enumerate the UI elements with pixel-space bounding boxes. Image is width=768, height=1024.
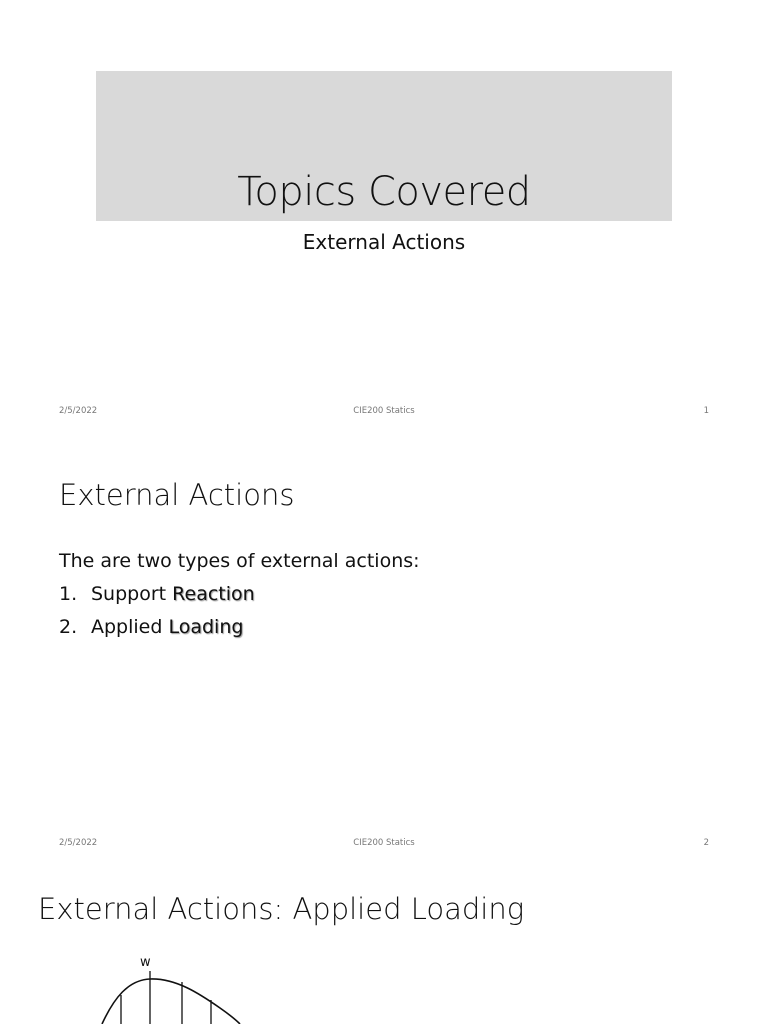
footer-course: CIE200 Statics [353,838,415,848]
slide-body [59,549,420,648]
list-item [59,582,420,615]
list-number: 2. [59,616,78,638]
footer-date: 2/5/2022 [59,406,98,416]
footer-date: 2/5/2022 [59,838,98,848]
load-curve [102,979,240,1024]
slide-3 [0,864,768,1024]
list-text: Support [91,583,173,605]
slide-subtitle: External Actions [302,230,466,254]
list-emphasis: Reaction [172,583,255,605]
footer-course: CIE200 Statics [353,406,415,416]
title-banner [96,71,672,221]
distributed-load-diagram [100,950,300,1024]
footer-page-number: 1 [703,406,709,416]
intro-text: The are two types of external actions: [59,550,420,572]
list-item [59,615,420,648]
slide-2 [0,432,768,864]
list-emphasis: Loading [168,616,244,638]
footer-page-number: 2 [703,838,709,848]
slide-title: External Actions [59,478,295,512]
slide-title: Topics Covered [237,169,531,215]
slide-1 [0,0,768,432]
list-text: Applied [91,616,169,638]
load-label-w: w [140,955,151,970]
list-number: 1. [59,583,78,605]
slide-title: External Actions: Applied Loading [38,892,525,926]
